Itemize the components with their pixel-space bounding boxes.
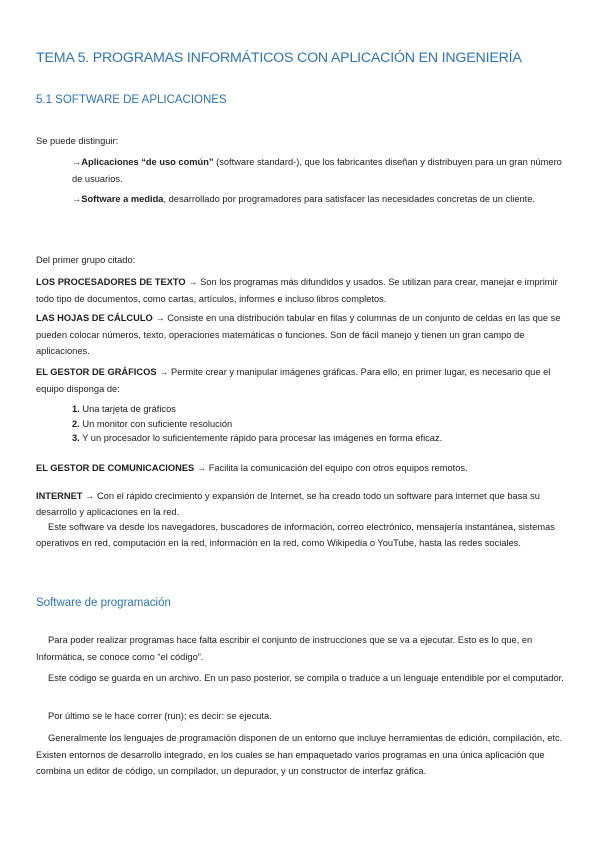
item-gestor-graficos (36, 364, 568, 397)
item-label: EL GESTOR DE GRÁFICOS (36, 367, 157, 377)
item-text: Son los programas más difundidos y usados. Se utilizan para crear, manejar e imprimir todo tipo de documentos, como cartas, artículos, informes e incluso libros completos. (36, 277, 558, 304)
item-text: Facilita la comunicación del equipo con otros equipos remotos. (208, 463, 468, 473)
bullet-text: (software standard-), que los fabricantes diseñan y distribuyen para un gran número de usuarios. (72, 157, 562, 184)
paragraph: Para poder realizar programas hace falta escribir el conjunto de instrucciones que se va a ejecutar. Esto es lo que, en Informática, se conoce como “el código”. (36, 635, 533, 662)
document-title: TEMA 5. PROGRAMAS INFORMÁTICOS CON APLICACIÓN EN INGENIERÍA (36, 50, 522, 66)
item-label: EL GESTOR DE COMUNICACIONES (36, 463, 195, 473)
list-item: 3. Y un procesador lo suficientemente rápido para procesar las imágenes en forma eficaz. (72, 433, 443, 444)
item-internet (36, 489, 556, 520)
item-procesadores-texto (36, 274, 568, 307)
arrow-icon: → (156, 367, 172, 377)
arrow-icon: → (185, 277, 201, 287)
list-item: 2. Un monitor con suficiente resolución (72, 418, 233, 429)
bullet-label: Software a medida (81, 194, 164, 204)
item-text: Consiste en una distribución tabular en filas y columnas de un conjunto de celdas en las que se pueden colocar números, texto, operaciones matemáticas o funciones. Son de fácil manejo y tienen un gran campo de aplicaciones. (36, 313, 561, 356)
bullet-uso-comun (72, 154, 568, 187)
intro-text: Se puede distinguir: (36, 136, 119, 146)
requirements-list (72, 402, 442, 446)
item-label: LOS PROCESADORES DE TEXTO (36, 277, 186, 287)
list-item: 1. Una tarjeta de gráficos (72, 404, 176, 414)
bullet-software-medida (72, 191, 568, 208)
arrow-icon: → (152, 313, 168, 323)
item-text: Con el rápido crecimiento y expansión de Internet, se ha creado todo un software para internet que basa su desarrollo y aplicaciones en la red. (36, 491, 540, 517)
arrow-icon: → (82, 491, 97, 501)
paragraph: Por último se le hace correr (run); es decir: se ejecuta. (48, 711, 272, 721)
section-heading-software-aplicaciones: 5.1 SOFTWARE DE APLICACIONES (36, 94, 227, 106)
item-text: Permite crear y manipular imágenes gráficas. Para ello, en primer lugar, es necesario que el equipo disponga de: (36, 367, 551, 394)
group-intro: Del primer grupo citado: (36, 255, 136, 265)
bullet-label: Aplicaciones “de uso común” (81, 157, 214, 167)
section-heading-software-programacion: Software de programación (36, 597, 171, 609)
arrow-icon: → (194, 463, 209, 473)
item-label: INTERNET (36, 491, 83, 501)
arrow-icon: → (72, 157, 82, 167)
internet-paragraph: Este software va desde los navegadores, buscadores de información, correo electrónico, mensajería instantánea, sistemas operativos en red, computación en la red, información en la red, como Wikipedia o YouTube, hasta las redes sociales. (36, 522, 555, 548)
item-gestor-comunicaciones (36, 460, 576, 477)
bullet-text: , desarrollado por programadores para satisfacer las necesidades concretas de un cliente. (163, 194, 536, 204)
paragraph: Este código se guarda en un archivo. En un paso posterior, se compila o traduce a un lenguaje entendible por el computador. (48, 673, 564, 683)
paragraph: Generalmente los lenguajes de programación disponen de un entorno que incluye herramientas de edición, compilación, etc. Existen entornos de desarrollo integrado, en los cuales se han empaquetado varios programas en una única aplicación que combina un editor de código, un compilador, un depurador, y un constructor de interfaz gráfica. (36, 733, 563, 776)
arrow-icon: → (72, 194, 82, 204)
item-label: LAS HOJAS DE CÁLCULO (36, 313, 153, 323)
item-hojas-calculo (36, 310, 568, 360)
